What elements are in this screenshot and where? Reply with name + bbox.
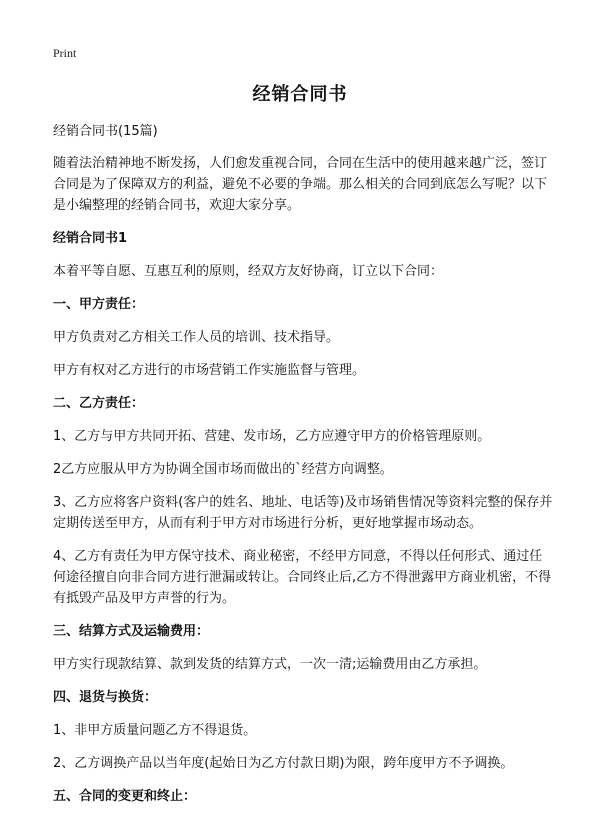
document-body xyxy=(53,117,553,807)
preamble-paragraph: 本着平等自愿、互惠互利的原则，经双方友好协商，订立以下合同： xyxy=(53,264,444,279)
clause-heading-2: 二、乙方责任： xyxy=(53,396,145,411)
clause-paragraph: 4、乙方有责任为甲方保守技术、商业秘密，不经甲方同意，不得以任何形式、通过任何途径擅自向非合同方进行泄漏或转让。合同终止后,乙方不得泄露甲方商业机密，不得有抵毁产品及甲方声誉的行为。 xyxy=(53,549,552,606)
clause-paragraph: 甲方负责对乙方相关工作人员的培训、技术指导。 xyxy=(53,330,340,345)
section-heading: 经销合同书1 xyxy=(53,231,128,246)
clause-paragraph: 1、乙方与甲方共同开拓、营建、发市场，乙方应遵守甲方的价格管理原则。 xyxy=(53,429,491,444)
clause-paragraph: 2乙方应服从甲方为协调全国市场而做出的`经营方向调整。 xyxy=(53,462,393,477)
document-title: 经销合同书 xyxy=(252,84,348,105)
clause-paragraph: 甲方有权对乙方进行的市场营销工作实施监督与管理。 xyxy=(53,363,366,378)
intro-paragraph: 随着法治精神地不断发扬，人们愈发重视合同，合同在生活中的使用越来越广泛，签订合同是为了保障双方的利益，避免不必要的争端。那么相关的合同到底怎么写呢？以下是小编整理的经销合同书，欢迎大家分享。 xyxy=(53,156,548,213)
clause-paragraph: 3、乙方应将客户资料(客户的姓名、地址、电话等)及市场销售情况等资料完整的保存并定期传送至甲方，从而有利于甲方对市场进行分析，更好地掌握市场动态。 xyxy=(53,495,553,531)
clause-paragraph: 甲方实行现款结算、款到发货的结算方式，一次一清;运输费用由乙方承担。 xyxy=(53,657,487,672)
clause-heading-4: 四、退货与换货： xyxy=(53,690,158,705)
clause-paragraph: 2、乙方调换产品以当年度(起始日为乙方付款日期)为限，跨年度甲方不予调换。 xyxy=(53,756,514,771)
document-subtitle: 经销合同书(15篇) xyxy=(53,124,158,139)
clause-heading-3: 三、结算方式及运输费用： xyxy=(53,624,210,639)
clause-heading-5: 五、合同的变更和终止： xyxy=(53,789,197,804)
clause-heading-1: 一、甲方责任： xyxy=(53,297,145,312)
clause-paragraph: 1、非甲方质量问题乙方不得退货。 xyxy=(53,723,257,738)
print-label[interactable]: Print xyxy=(53,46,77,60)
